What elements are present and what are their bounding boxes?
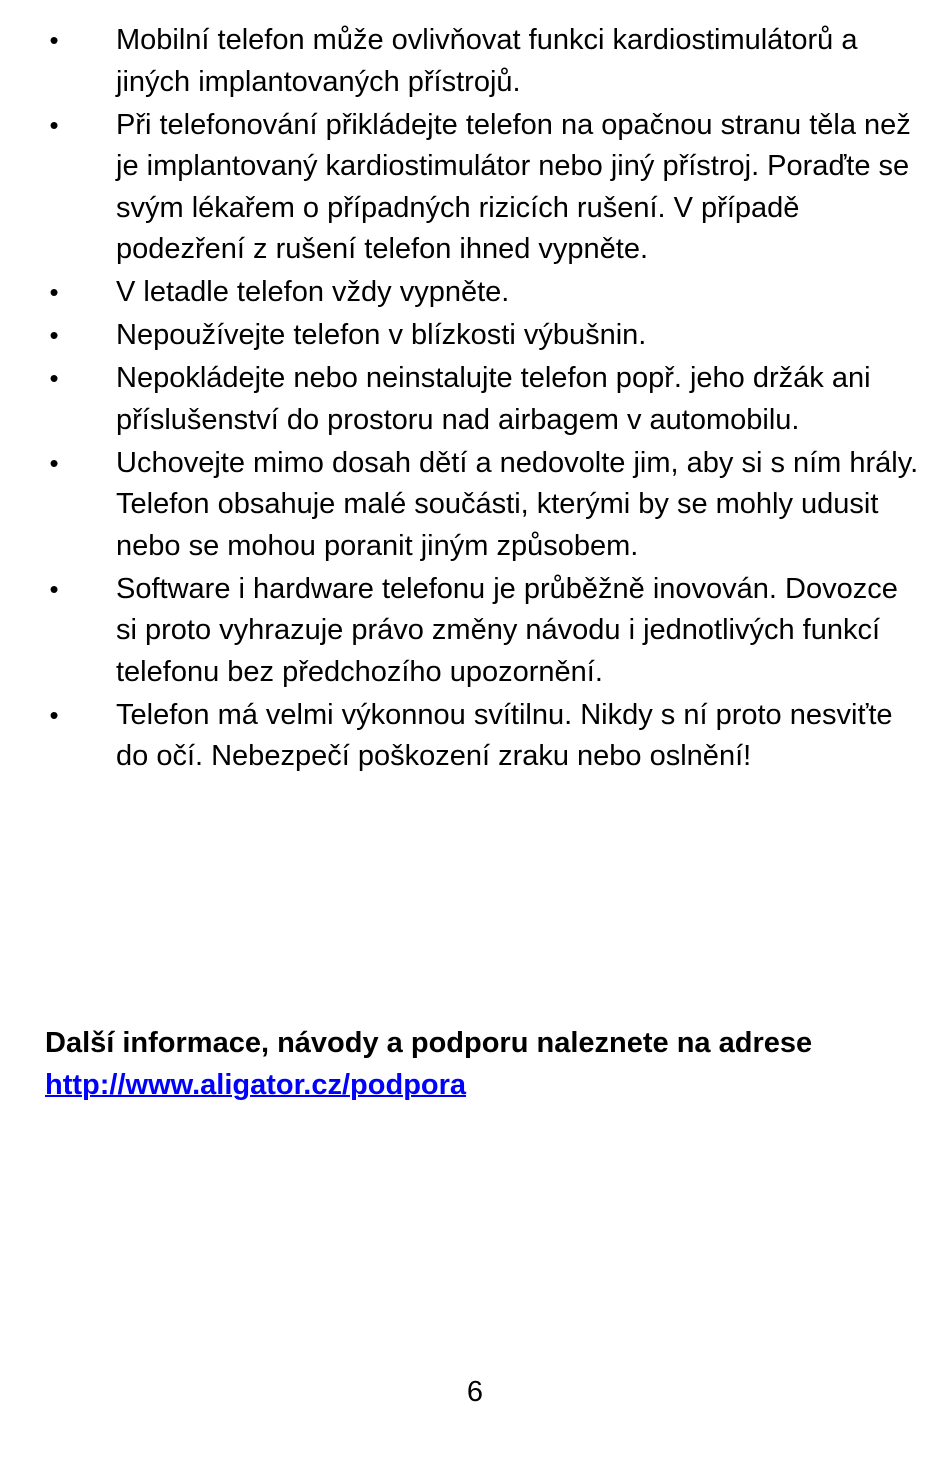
bullet-text: V letadle telefon vždy vypněte. bbox=[116, 276, 510, 308]
bullet-item bbox=[0, 20, 950, 103]
bullet-item bbox=[0, 695, 950, 778]
support-link[interactable]: http://www.aligator.cz/podpora bbox=[45, 1069, 467, 1101]
bullet-text: Nepoužívejte telefon v blízkosti výbušnin. bbox=[116, 319, 647, 351]
page-number: 6 bbox=[466, 1376, 484, 1408]
bullet-text: Nepokládejte nebo neinstalujte telefon popř. jeho držák ani příslušenství do prostoru nad airbagem v automobilu. bbox=[116, 362, 871, 436]
bullet-icon: • bbox=[49, 363, 59, 393]
bullet-text: Software i hardware telefonu je průběžně inovován. Dovozce si proto vyhrazuje právo změny návodu i jednotlivých funkcí telefonu bez předchozího upozornění. bbox=[116, 572, 898, 688]
bullet-text: Mobilní telefon může ovlivňovat funkci kardiostimulátorů a jiných implantovaných přístrojů. bbox=[116, 24, 858, 98]
bullet-icon: • bbox=[49, 573, 59, 604]
bullet-text: Telefon má velmi výkonnou svítilnu. Nikdy s ní proto nesviťte do očí. Nebezpečí poškození zraku nebo oslnění! bbox=[116, 698, 893, 772]
bullet-item bbox=[0, 272, 950, 314]
bullet-icon: • bbox=[49, 277, 59, 307]
bullet-text: Při telefonování přikládejte telefon na opačnou stranu těla než je implantovaný kardiostimulátor nebo jiný přístroj. Poraďte se svým lékařem o případných rizicích rušení. V případě podezření z rušení telefon ihned vypněte. bbox=[116, 108, 911, 265]
bullet-icon: • bbox=[49, 25, 59, 55]
bullet-item bbox=[0, 443, 950, 568]
bullet-item bbox=[0, 569, 950, 694]
bullet-icon: • bbox=[49, 320, 59, 350]
bullet-text: Uchovejte mimo dosah dětí a nedovolte jim, aby si s ním hrály. Telefon obsahuje malé součásti, kterými by se mohly udusit nebo se mohou poranit jiným způsobem. bbox=[116, 446, 919, 562]
bullet-icon: • bbox=[49, 109, 59, 140]
support-info-text: Další informace, návody a podporu naleznete na adrese bbox=[45, 1027, 813, 1059]
support-info bbox=[45, 1022, 925, 1106]
bullet-item bbox=[0, 105, 950, 271]
bullet-icon: • bbox=[49, 447, 59, 478]
bullet-icon: • bbox=[49, 699, 59, 730]
bullet-item bbox=[0, 315, 950, 357]
safety-bullet-list bbox=[0, 20, 950, 779]
bullet-item bbox=[0, 358, 950, 441]
